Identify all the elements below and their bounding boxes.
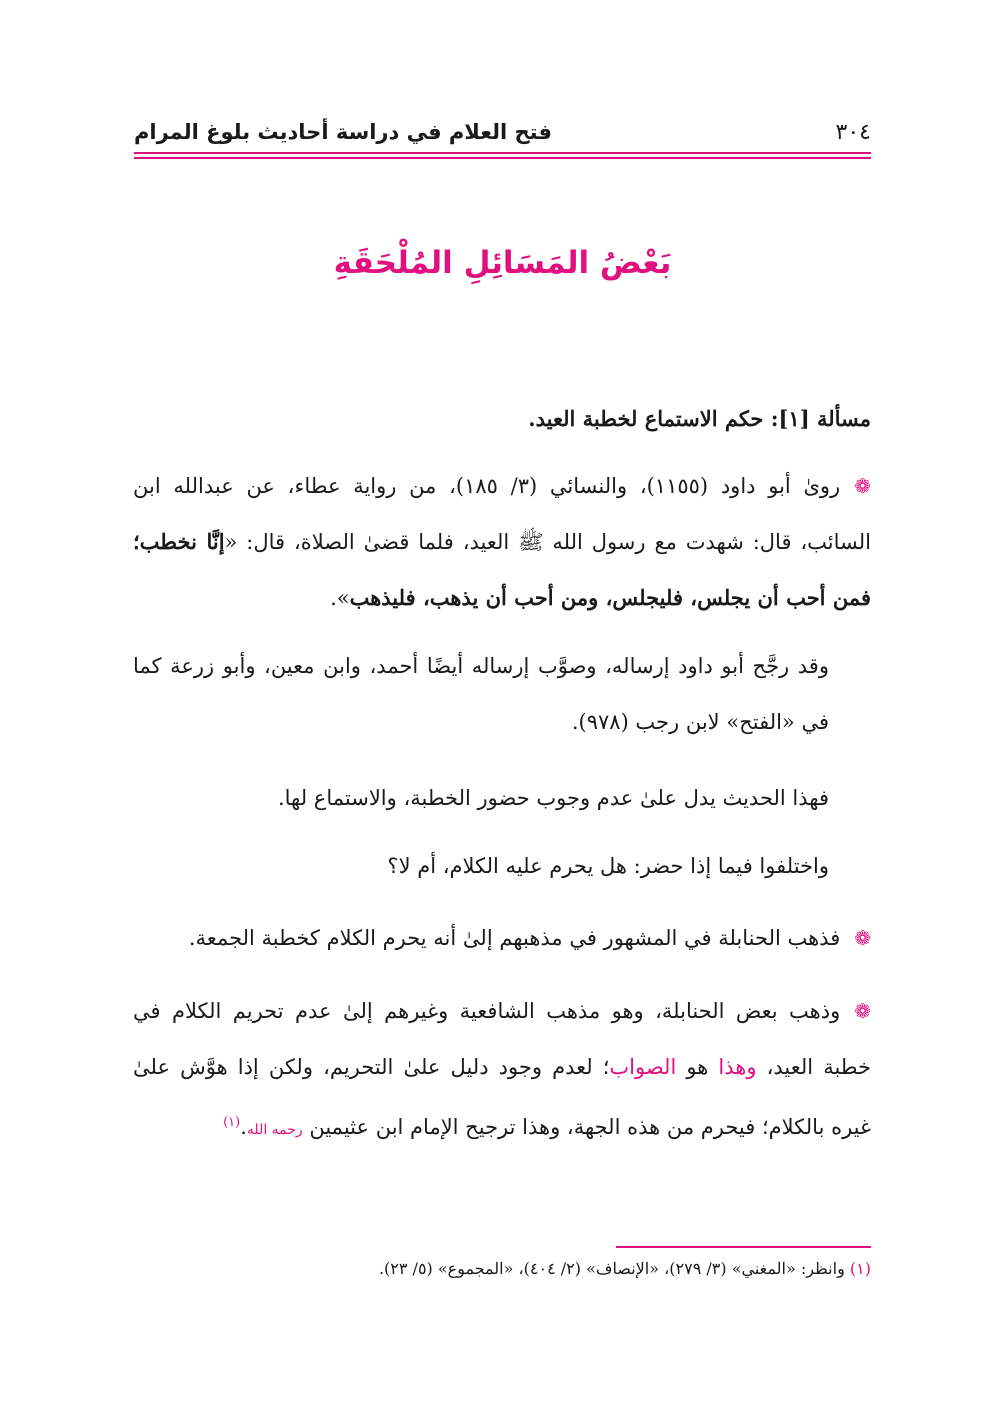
footnote-divider xyxy=(616,1246,871,1248)
paragraph-3 xyxy=(133,770,829,826)
flower-icon: ❁ xyxy=(854,926,871,950)
footnote-number: (١) xyxy=(849,1259,871,1278)
p6-text-mid: هو xyxy=(676,1055,719,1079)
p6-text-1: وذهب بعض الحنابلة، وهو مذهب الشافعية وغيرهم إلىٰ عدم تحريم الكلام في خطبة العيد، xyxy=(133,999,871,1079)
footnote-text: وانظر: «المغني» (٣/ ٢٧٩)، «الإنصاف» (٢/ ٤٠٤)، «المجموع» (٥/ ٢٣). xyxy=(378,1259,845,1278)
issue-label: مسألة [١]: xyxy=(770,406,871,431)
p2-text: وقد رجَّح أبو داود إرساله، وصوَّب إرساله أيضًا أحمد، وابن معين، وأبو زرعة كما في «الفتح» لابن رجب (٩٧٨). xyxy=(133,654,829,734)
header-rule-bottom xyxy=(134,157,871,159)
p6-highlight-1: وهذا xyxy=(718,1055,757,1079)
paragraph-2 xyxy=(133,638,871,750)
flower-icon: ❁ xyxy=(854,474,871,498)
p1-end: ». xyxy=(330,586,350,610)
footnote-reference[interactable]: (١) xyxy=(223,1115,241,1130)
paragraph-1 xyxy=(133,458,871,626)
p6-highlight-2: الصواب xyxy=(609,1055,677,1079)
p5-text: فذهب الحنابلة في المشهور في مذهبهم إلىٰ أنه يحرم الكلام كخطبة الجمعة. xyxy=(188,926,841,950)
footnote xyxy=(133,1255,871,1283)
p6-end: . xyxy=(240,1115,247,1139)
p1-quote: إنَّا نخطب؛ فمن أحب أن يجلس، فليجلس، ومن أحب أن يذهب، فليذهب xyxy=(133,529,871,610)
paragraph-4 xyxy=(133,838,829,894)
section-title: بَعْضُ المَسَائِلِ المُلْحَقَةِ xyxy=(333,245,672,281)
page-number: ٣٠٤ xyxy=(835,120,871,145)
p4-text: واختلفوا فيما إذا حضر: هل يحرم عليه الكلام، أم لا؟ xyxy=(387,854,829,878)
header-rule-top xyxy=(134,152,871,154)
honorific: رحمه الله xyxy=(246,1122,303,1138)
issue-heading xyxy=(133,391,871,447)
book-title: فتح العلام في دراسة أحاديث بلوغ المرام xyxy=(134,120,552,144)
issue-title: حكم الاستماع لخطبة العيد. xyxy=(528,406,764,431)
p6-text-2: ؛ لعدم وجود دليل علىٰ التحريم، ولكن إذا هوَّش علىٰ غيره بالكلام؛ فيحرم من هذه الجهة، وهذا ترجيح الإمام ابن عثيمين xyxy=(133,1055,871,1139)
p3-text: فهذا الحديث يدل علىٰ عدم وجوب حضور الخطبة، والاستماع لها. xyxy=(277,786,829,810)
flower-icon: ❁ xyxy=(854,999,872,1023)
page-header xyxy=(134,112,871,152)
paragraph-6 xyxy=(133,983,871,1158)
p1-text: روىٰ أبو داود (١١٥٥)، والنسائي (٣/ ١٨٥)، من رواية عطاء، عن عبدالله ابن السائب، قال: شهدت مع رسول الله ﷺ العيد، فلما قضىٰ الصلاة، قال: « xyxy=(133,474,872,554)
paragraph-5 xyxy=(133,910,871,966)
